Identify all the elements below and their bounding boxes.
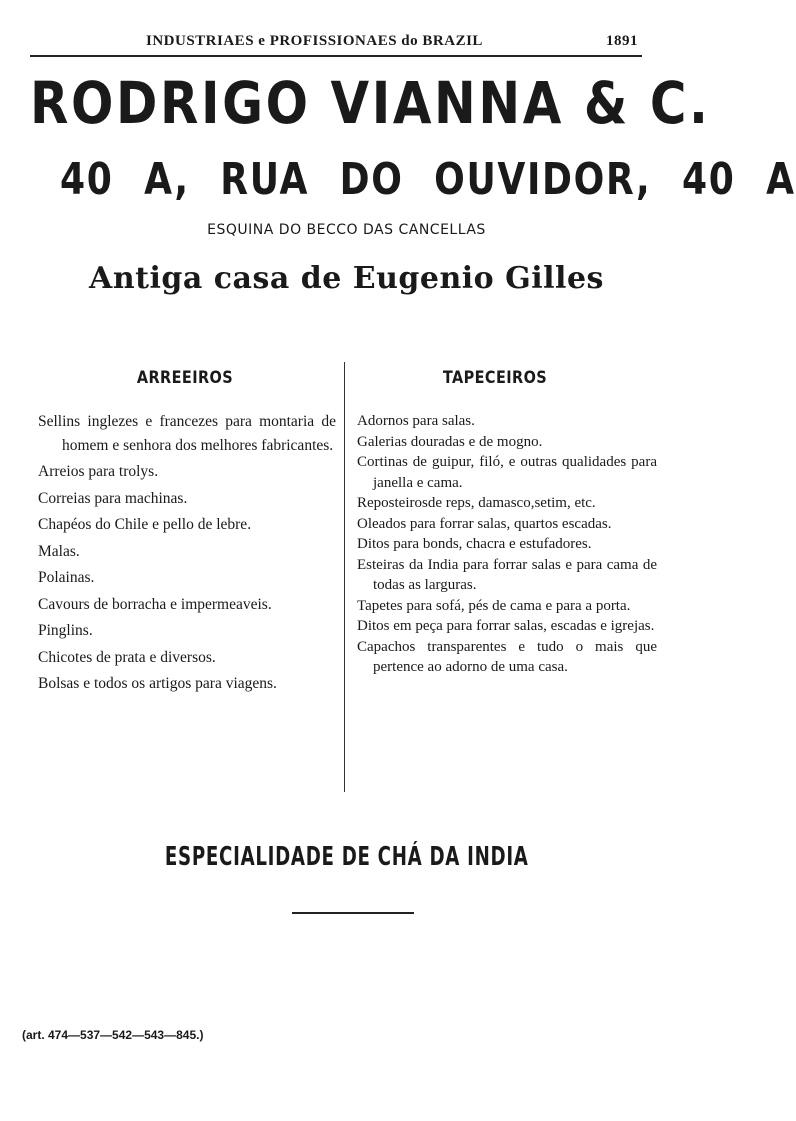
list-item: Arreios para trolys.: [38, 463, 159, 480]
tapeceiros-heading: TAPECEIROS: [442, 368, 548, 388]
specialty-text: ESPECIALIDADE DE CHÁ DA INDIA: [164, 842, 529, 872]
list-item: Reposteirosde reps, damasco,setim, etc.: [357, 495, 596, 511]
column-divider: [344, 362, 345, 792]
page-year: 1891: [606, 33, 638, 49]
firm-name: RODRIGO VIANNA & C.: [30, 69, 711, 137]
list-item: Correias para machinas.: [38, 489, 188, 507]
street-corner: ESQUINA DO BECCO DAS CANCELLAS: [207, 222, 486, 238]
list-item: Malas.: [38, 542, 80, 560]
specialty-banner: [0, 842, 693, 872]
list-item: Chicotes de prata e diversos.: [38, 648, 216, 666]
firm-address: 40 A, RUA DO OUVIDOR, 40 A: [60, 154, 796, 205]
list-item: Chapéos do Chile e pello de lebre.: [38, 516, 252, 533]
running-header-title: INDUSTRIAES e PROFISSIONAES do BRAZIL: [146, 33, 483, 49]
list-item: Galerias douradas e de mogno.: [357, 433, 543, 450]
list-item: Sellins inglezes e francezes para montaria de homem e senhora dos melhores fabricantes.: [38, 413, 336, 454]
list-item: Cavours de borracha e impermeaveis.: [38, 595, 272, 613]
list-item: Cortinas de guipur, filó, e outras qualidades para janella e cama.: [357, 454, 657, 491]
header-rule: [30, 55, 642, 57]
former-house: Antiga casa de Eugenio Gilles: [89, 261, 604, 296]
list-item: Adornos para salas.: [357, 413, 475, 429]
article-reference: (art. 474—537—542—543—845.): [22, 1028, 204, 1042]
list-item: Esteiras da India para forrar salas e para cama de todas as larguras.: [357, 556, 657, 593]
list-item: Ditos para bonds, chacra e estufadores.: [357, 536, 592, 552]
arreeiros-list: [38, 410, 336, 699]
closing-rule: [292, 912, 414, 914]
list-item: Oleados para forrar salas, quartos escadas.: [357, 515, 612, 532]
list-item: Pinglins.: [38, 622, 93, 639]
list-item: Tapetes para sofá, pés de cama e para a porta.: [357, 597, 631, 614]
list-item: Bolsas e todos os artigos para viagens.: [38, 675, 277, 692]
arreeiros-heading: ARREEIROS: [136, 368, 234, 388]
list-item: Ditos em peça para forrar salas, escadas e igrejas.: [357, 618, 655, 634]
tapeceiros-list: [357, 411, 657, 678]
list-item: Polainas.: [38, 569, 95, 586]
list-item: Capachos transparentes e tudo o mais que pertence ao adorno de uma casa.: [357, 638, 657, 675]
